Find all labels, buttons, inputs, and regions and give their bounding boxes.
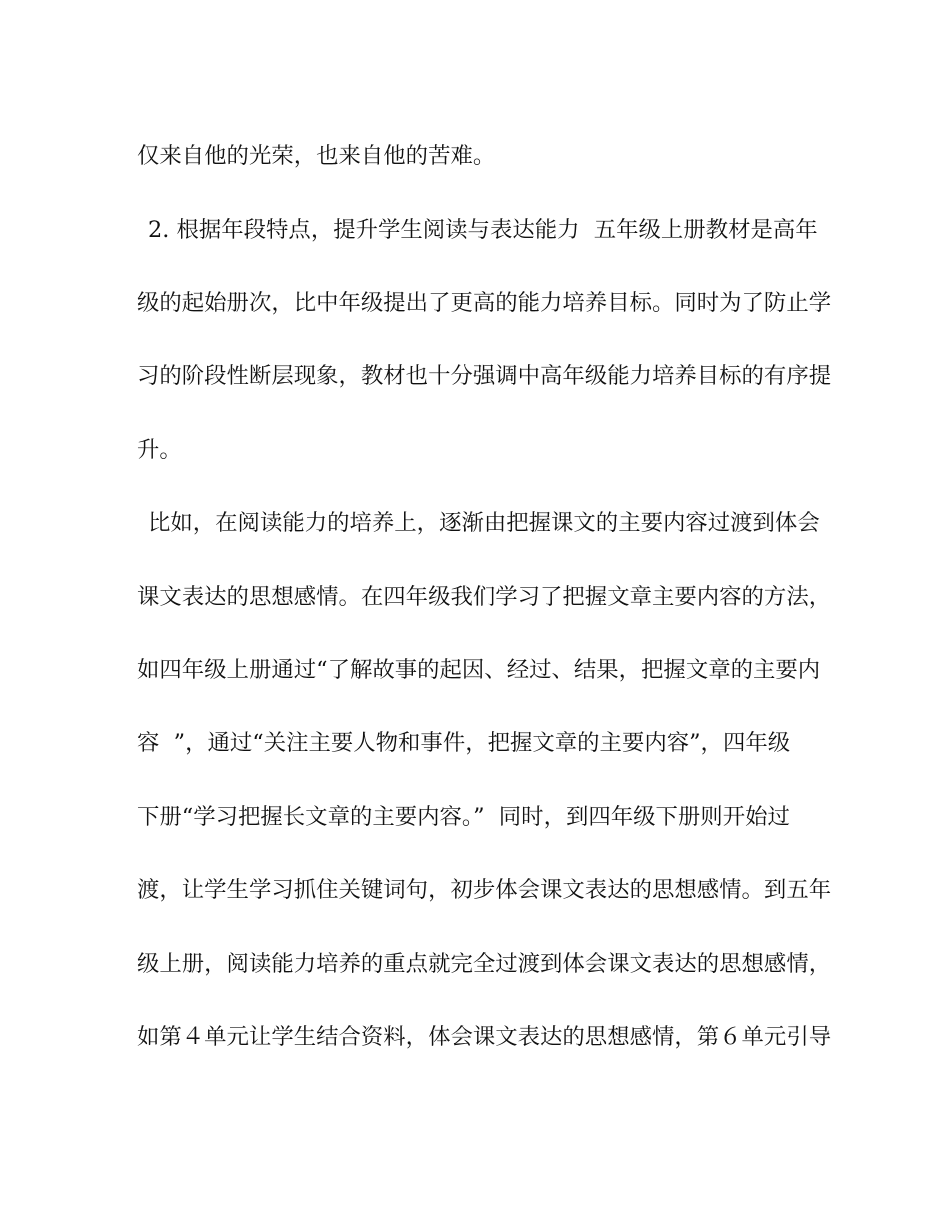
line-text: 比如，在阅读能力的培养上，逐渐由把握课文的主要内容过渡到体会 bbox=[148, 510, 820, 536]
text-line bbox=[0, 650, 950, 690]
text-line bbox=[0, 430, 950, 470]
line-text: 容 ”，通过“关注主要人物和事件，把握文章的主要内容”，四年级 bbox=[137, 730, 791, 756]
text-line bbox=[0, 210, 950, 250]
line-text: 如四年级上册通过“了解故事的起因、经过、结果，把握文章的主要内 bbox=[137, 657, 821, 683]
text-line bbox=[0, 944, 950, 984]
text-line bbox=[0, 577, 950, 617]
text-line bbox=[0, 283, 950, 323]
text-line bbox=[0, 797, 950, 837]
line-text: 级的起始册次，比中年级提出了更高的能力培养目标。同时为了防止学 bbox=[137, 290, 832, 316]
text-line bbox=[0, 1017, 950, 1057]
line-text: 2. 根据年段特点，提升学生阅读与表达能力 五年级上册教材是高年 bbox=[148, 217, 818, 243]
line-text: 级上册，阅读能力培养的重点就完全过渡到体会课文表达的思想感情， bbox=[137, 951, 832, 977]
line-text: 课文表达的思想感情。在四年级我们学习了把握文章主要内容的方法， bbox=[137, 584, 832, 610]
line-text: 习的阶段性断层现象，教材也十分强调中高年级能力培养目标的有序提 bbox=[137, 363, 832, 389]
text-line bbox=[0, 503, 950, 543]
line-text: 下册“学习把握长文章的主要内容。” 同时，到四年级下册则开始过 bbox=[137, 804, 790, 830]
text-line bbox=[0, 723, 950, 763]
line-text: 如第４单元让学生结合资料，体会课文表达的思想感情，第６单元引导 bbox=[137, 1024, 832, 1050]
text-line bbox=[0, 870, 950, 910]
line-text: 仅来自他的光荣，也来自他的苦难。 bbox=[137, 143, 496, 169]
line-text: 渡，让学生学习抓住关键词句，初步体会课文表达的思想感情。到五年 bbox=[137, 877, 832, 903]
text-line bbox=[0, 136, 950, 176]
text-line bbox=[0, 356, 950, 396]
line-text: 升。 bbox=[137, 437, 182, 463]
